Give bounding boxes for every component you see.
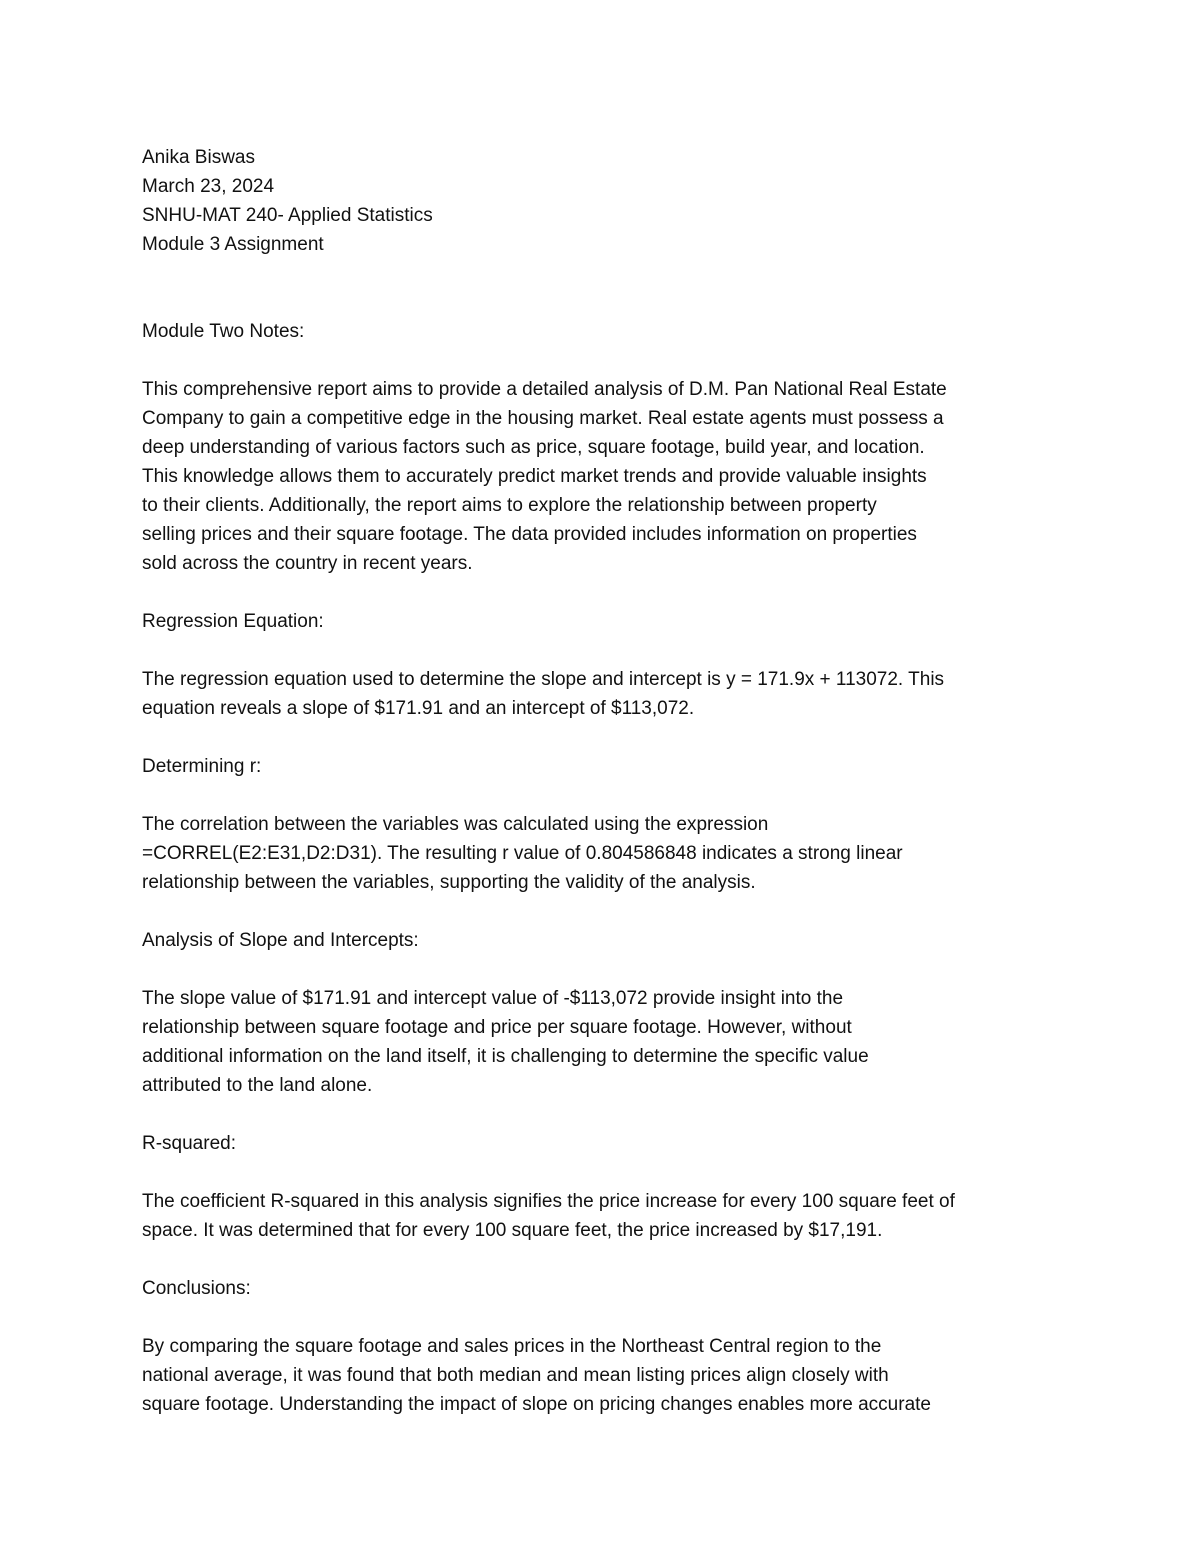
author-name: Anika Biswas	[142, 147, 255, 168]
conclusions-line: square footage. Understanding the impact of slope on pricing changes enables more accurate	[142, 1394, 931, 1415]
conclusions-line: national average, it was found that both median and mean listing prices align closely with	[142, 1365, 889, 1386]
notes-line: to their clients. Additionally, the report aims to explore the relationship between property	[142, 495, 877, 516]
slope-line: relationship between square footage and price per square footage. However, without	[142, 1017, 852, 1038]
conclusions-line: By comparing the square footage and sales prices in the Northeast Central region to the	[142, 1336, 882, 1357]
notes-line: Company to gain a competitive edge in the housing market. Real estate agents must possess a	[142, 408, 944, 429]
r-value-line: =CORREL(E2:E31,D2:D31). The resulting r value of 0.804586848 indicates a strong linear	[142, 843, 903, 864]
rsquared-line: The coefficient R-squared in this analysis signifies the price increase for every 100 square feet of	[142, 1191, 955, 1212]
conclusions-heading: Conclusions:	[142, 1278, 251, 1299]
notes-line: deep understanding of various factors such as price, square footage, build year, and location.	[142, 437, 925, 458]
notes-line: selling prices and their square footage. The data provided includes information on properties	[142, 524, 917, 545]
slope-heading: Analysis of Slope and Intercepts:	[142, 930, 419, 951]
slope-line: attributed to the land alone.	[142, 1075, 373, 1096]
notes-heading: Module Two Notes:	[142, 321, 305, 342]
rsquared-line: space. It was determined that for every 100 square feet, the price increased by $17,191.	[142, 1220, 883, 1241]
notes-line: This knowledge allows them to accurately predict market trends and provide valuable insights	[142, 466, 927, 487]
document-date: March 23, 2024	[142, 176, 275, 197]
regression-line: equation reveals a slope of $171.91 and an intercept of $113,072.	[142, 698, 695, 719]
document-page	[142, 143, 1067, 1419]
notes-line: This comprehensive report aims to provide a detailed analysis of D.M. Pan National Real Estate	[142, 379, 947, 400]
r-value-line: relationship between the variables, supporting the validity of the analysis.	[142, 872, 756, 893]
slope-line: additional information on the land itself, it is challenging to determine the specific value	[142, 1046, 869, 1067]
r-value-heading: Determining r:	[142, 756, 262, 777]
regression-heading: Regression Equation:	[142, 611, 324, 632]
regression-line: The regression equation used to determine the slope and intercept is y = 171.9x + 113072. This	[142, 669, 945, 690]
course-title: SNHU-MAT 240- Applied Statistics	[142, 205, 433, 226]
notes-line: sold across the country in recent years.	[142, 553, 473, 574]
r-value-line: The correlation between the variables was calculated using the expression	[142, 814, 769, 835]
rsquared-heading: R-squared:	[142, 1133, 236, 1154]
slope-line: The slope value of $171.91 and intercept value of -$113,072 provide insight into the	[142, 988, 844, 1009]
assignment-title: Module 3 Assignment	[142, 234, 324, 255]
